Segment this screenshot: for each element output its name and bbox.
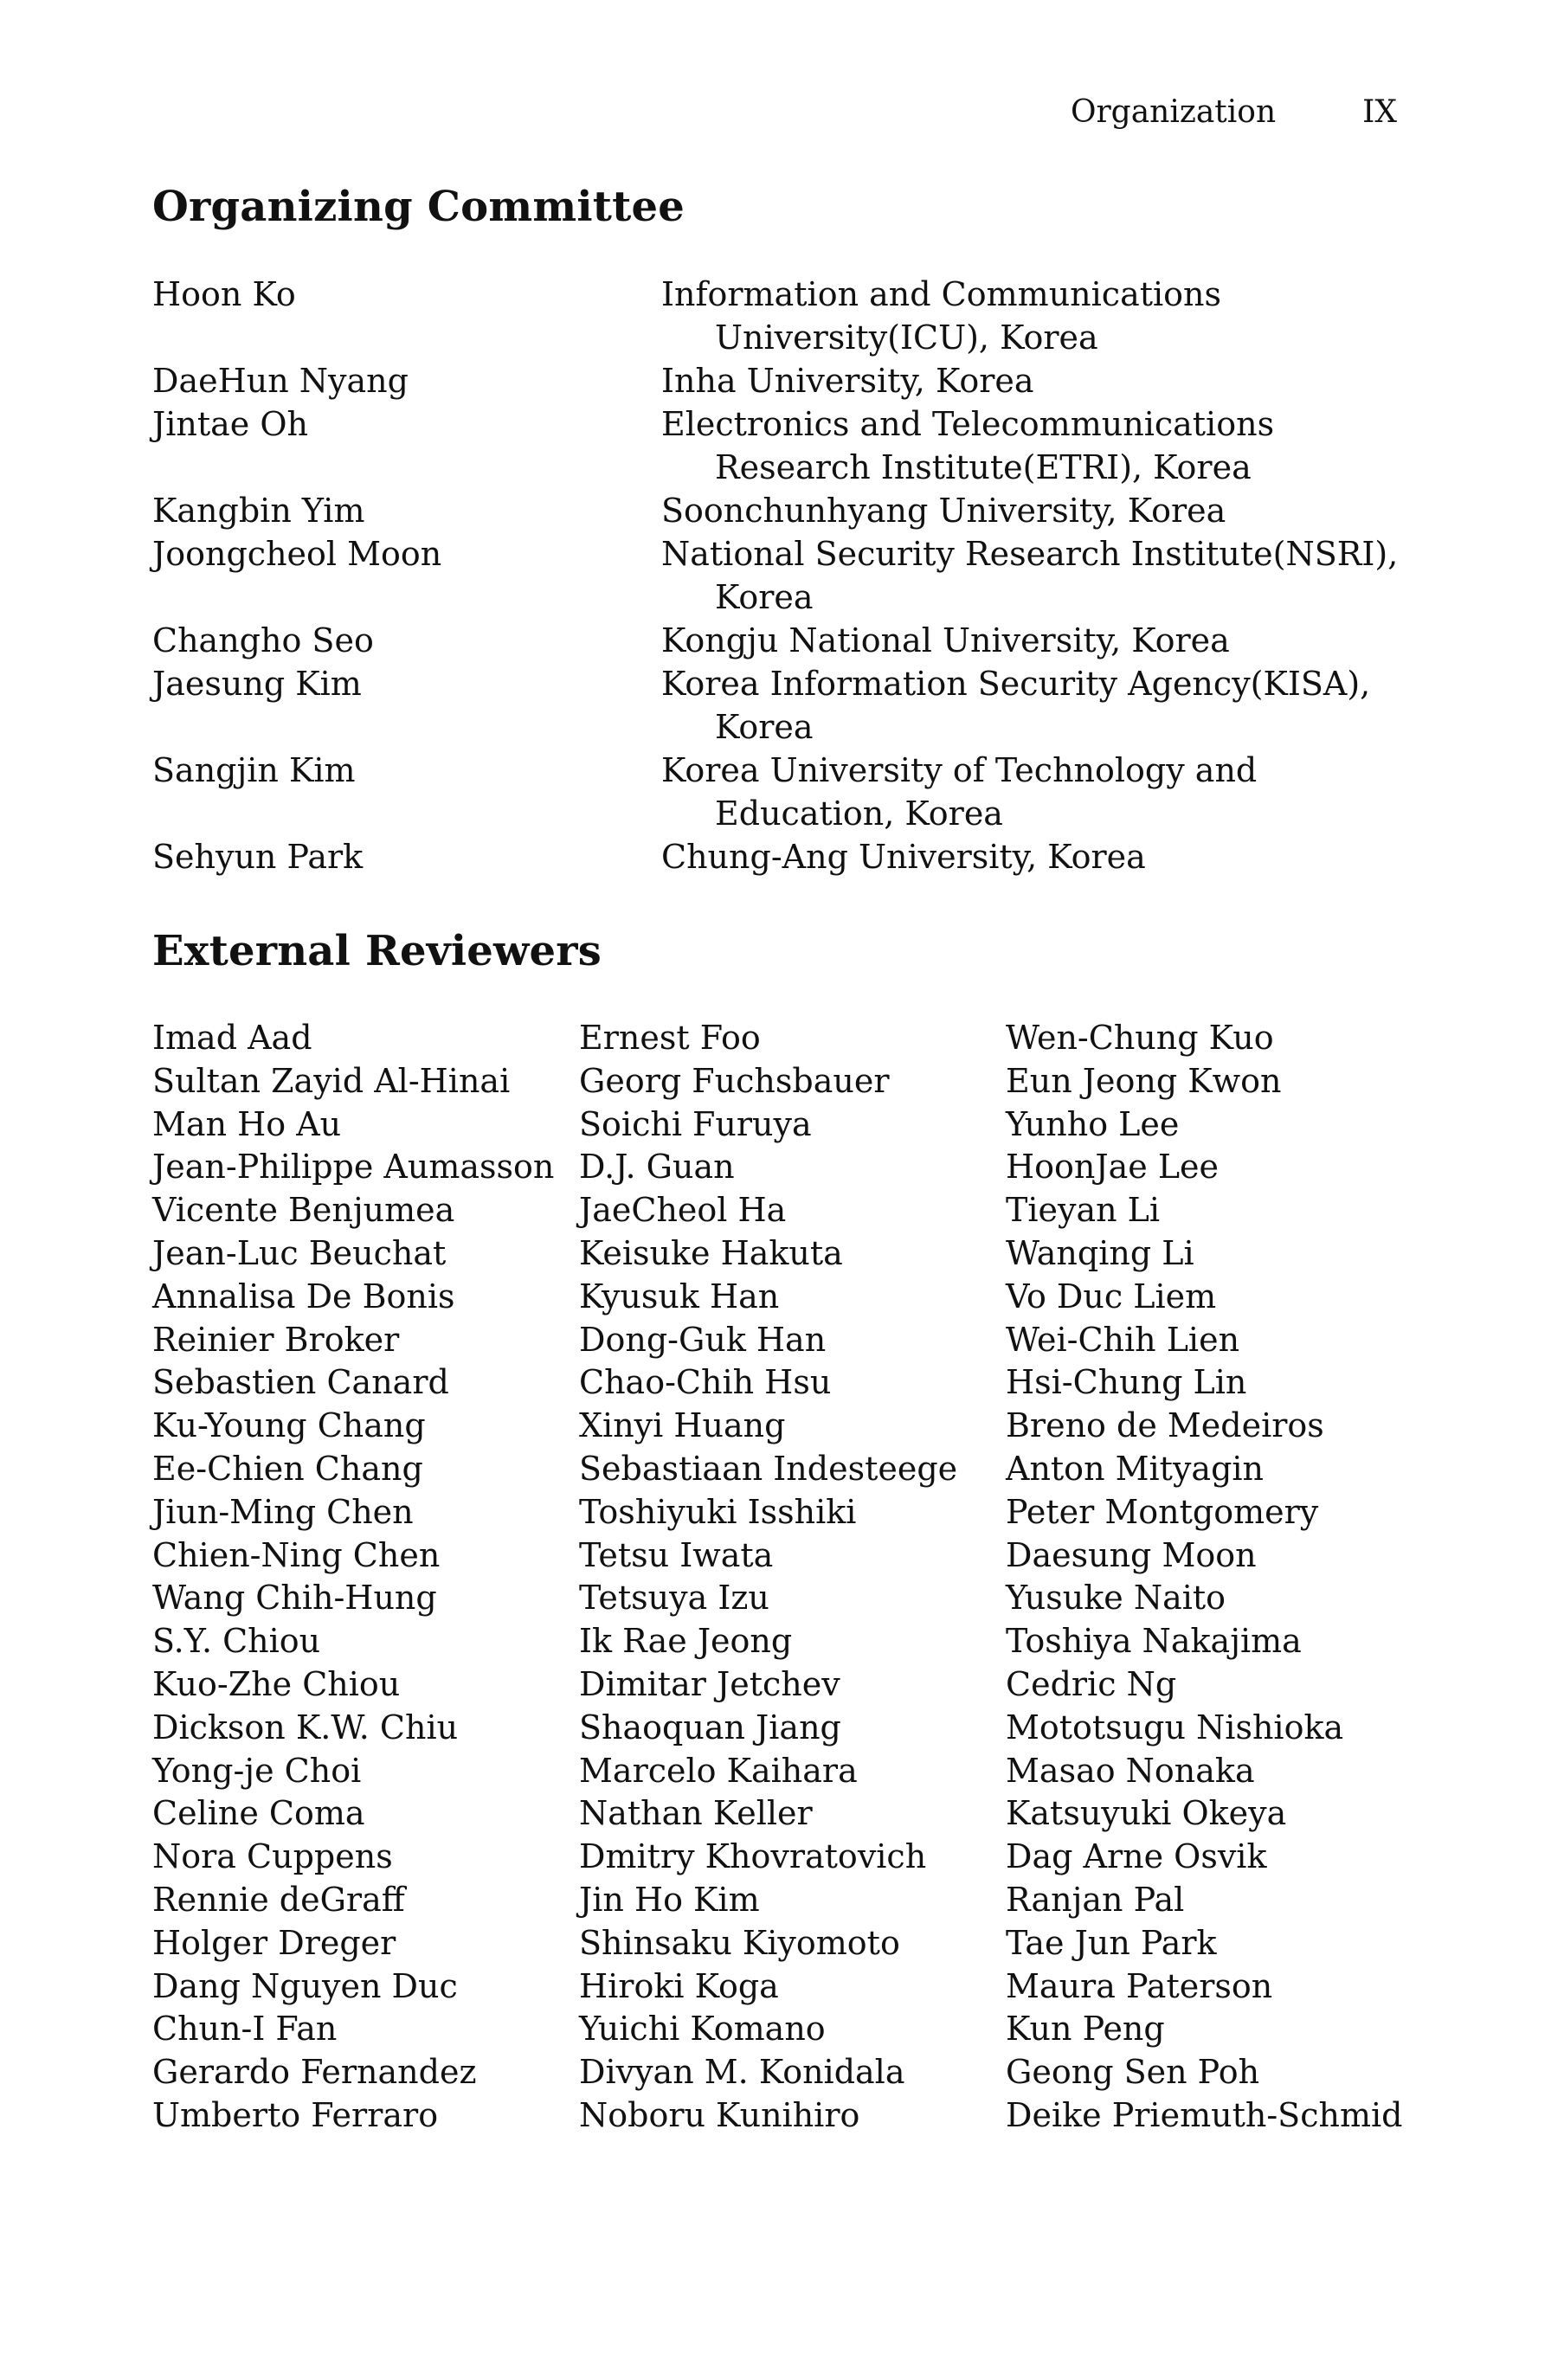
reviewer-name: Dimitar Jetchev xyxy=(579,1664,840,1703)
reviewer-name: Cedric Ng xyxy=(1006,1664,1177,1703)
member-affiliation: Electronics and Telecommunications Research Institute(ETRI), Korea xyxy=(661,405,1275,486)
reviewer-name: Yuichi Komano xyxy=(579,2010,826,2049)
committee-member xyxy=(152,619,1407,662)
reviewer-name: Gerardo Fernandez xyxy=(152,2053,477,2092)
external-reviewers-list xyxy=(152,1017,1416,2138)
reviewer-name: Ik Rae Jeong xyxy=(579,1622,793,1661)
reviewer-name: Peter Montgomery xyxy=(1006,1492,1319,1531)
reviewer-name: Geong Sen Poh xyxy=(1006,2053,1260,2092)
reviewer-name: Georg Fuchsbauer xyxy=(579,1061,890,1100)
member-affiliation: Korea University of Technology and Education, Korea xyxy=(661,751,1258,833)
reviewer-name: D.J. Guan xyxy=(579,1148,735,1187)
reviewer-name: Maura Paterson xyxy=(1006,1966,1273,2005)
reviewer-name: Chien-Ning Chen xyxy=(152,1535,441,1574)
member-affiliation: Inha University, Korea xyxy=(661,362,1034,400)
reviewer-name: Yunho Lee xyxy=(1006,1104,1180,1143)
member-name: Hoon Ko xyxy=(152,275,296,313)
reviewer-name: Chao-Chih Hsu xyxy=(579,1363,832,1402)
member-name: Joongcheol Moon xyxy=(152,535,442,573)
reviewer-name: Xinyi Huang xyxy=(579,1406,786,1445)
reviewer-name: S.Y. Chiou xyxy=(152,1622,321,1661)
reviewer-name: Wen-Chung Kuo xyxy=(1006,1019,1274,1057)
reviewer-name: Anton Mityagin xyxy=(1006,1449,1265,1488)
member-affiliation: Korea Information Security Agency(KISA), Korea xyxy=(661,665,1371,746)
reviewer-name: Annalisa De Bonis xyxy=(152,1277,455,1315)
member-affiliation: National Security Research Institute(NSRI), Korea xyxy=(661,535,1399,616)
member-affiliation: Information and Communications University(ICU), Korea xyxy=(661,275,1222,357)
committee-member xyxy=(152,749,1407,835)
reviewer-name: Celine Coma xyxy=(152,1794,365,1833)
organizing-committee-list xyxy=(152,273,1407,878)
reviewer-name: Jiun-Ming Chen xyxy=(152,1492,414,1531)
reviewer-name: Katsuyuki Okeya xyxy=(1006,1794,1287,1833)
member-name: Jaesung Kim xyxy=(152,665,362,703)
committee-member xyxy=(152,402,1407,489)
organizing-committee-heading: Organizing Committee xyxy=(152,183,685,231)
reviewer-name: Tae Jun Park xyxy=(1006,1923,1217,1962)
reviewer-name: JaeCheol Ha xyxy=(579,1191,787,1230)
committee-member xyxy=(152,489,1407,532)
reviewer-name: Vo Duc Liem xyxy=(1006,1277,1217,1315)
member-name: Changho Seo xyxy=(152,621,374,659)
reviewer-name: Vicente Benjumea xyxy=(152,1191,455,1230)
reviewer-name: Wei-Chih Lien xyxy=(1006,1320,1240,1359)
external-reviewers-heading: External Reviewers xyxy=(152,927,602,975)
reviewer-name: Umberto Ferraro xyxy=(152,2095,439,2134)
reviewer-name: Yong-je Choi xyxy=(152,1751,362,1790)
member-affiliation: Kongju National University, Korea xyxy=(661,621,1230,659)
member-affiliation: Chung-Ang University, Korea xyxy=(661,838,1146,876)
reviewer-name: Jin Ho Kim xyxy=(579,1880,760,1919)
reviewer-name: Shaoquan Jiang xyxy=(579,1708,841,1746)
reviewer-name: Soichi Furuya xyxy=(579,1104,812,1143)
member-name: Jintae Oh xyxy=(152,405,308,443)
reviewer-name: Wanqing Li xyxy=(1006,1233,1194,1272)
running-head-section: Organization xyxy=(1070,94,1277,130)
reviewer-name: Sultan Zayid Al-Hinai xyxy=(152,1061,511,1100)
reviewer-name: Holger Dreger xyxy=(152,1923,396,1962)
committee-member xyxy=(152,359,1407,402)
member-affiliation: Soonchunhyang University, Korea xyxy=(661,492,1226,530)
reviewer-name: Tieyan Li xyxy=(1006,1191,1161,1230)
reviewer-name: Sebastien Canard xyxy=(152,1363,449,1402)
reviewer-name: Dickson K.W. Chiu xyxy=(152,1708,459,1746)
reviewer-name: Kun Peng xyxy=(1006,2010,1165,2049)
reviewer-name: Eun Jeong Kwon xyxy=(1006,1061,1282,1100)
member-name: Sangjin Kim xyxy=(152,751,356,789)
reviewer-name: Mototsugu Nishioka xyxy=(1006,1708,1344,1746)
reviewer-name: Ernest Foo xyxy=(579,1019,761,1057)
reviewer-name: Nathan Keller xyxy=(579,1794,813,1833)
reviewer-name: Rennie deGraff xyxy=(152,1880,405,1919)
reviewer-name: Ranjan Pal xyxy=(1006,1880,1185,1919)
reviewer-name: Toshiya Nakajima xyxy=(1006,1622,1302,1661)
reviewer-name: Hsi-Chung Lin xyxy=(1006,1363,1247,1402)
reviewer-name: Toshiyuki Isshiki xyxy=(579,1492,857,1531)
reviewer-name: Man Ho Au xyxy=(152,1104,342,1143)
committee-member xyxy=(152,662,1407,749)
reviewer-name: Jean-Philippe Aumasson xyxy=(152,1148,555,1187)
reviewer-name: Hiroki Koga xyxy=(579,1966,779,2005)
reviewer-name: Deike Priemuth-Schmid xyxy=(1006,2095,1403,2134)
member-name: DaeHun Nyang xyxy=(152,362,409,400)
reviewer-name: Noboru Kunihiro xyxy=(579,2095,860,2134)
reviewer-name: Shinsaku Kiyomoto xyxy=(579,1923,900,1962)
reviewer-name: Reinier Broker xyxy=(152,1320,400,1359)
reviewer-name: Daesung Moon xyxy=(1006,1535,1257,1574)
reviewer-name: Tetsu Iwata xyxy=(579,1535,774,1574)
reviewer-name: Ee-Chien Chang xyxy=(152,1449,423,1488)
reviewer-name: Marcelo Kaihara xyxy=(579,1751,858,1790)
reviewer-name: Dang Nguyen Duc xyxy=(152,1966,458,2005)
reviewer-column-3 xyxy=(1006,1017,1416,2138)
reviewer-name: Keisuke Hakuta xyxy=(579,1233,843,1272)
reviewer-column-2 xyxy=(579,1017,1006,2138)
committee-member xyxy=(152,835,1407,878)
reviewer-name: HoonJae Lee xyxy=(1006,1148,1220,1187)
committee-member xyxy=(152,273,1407,359)
reviewer-name: Ku-Young Chang xyxy=(152,1406,426,1445)
reviewer-name: Breno de Medeiros xyxy=(1006,1406,1324,1445)
reviewer-name: Kuo-Zhe Chiou xyxy=(152,1664,401,1703)
page-number: IX xyxy=(1362,94,1397,130)
reviewer-name: Sebastiaan Indesteege xyxy=(579,1449,958,1488)
reviewer-name: Nora Cuppens xyxy=(152,1837,393,1876)
reviewer-name: Yusuke Naito xyxy=(1006,1579,1226,1618)
reviewer-name: Tetsuya Izu xyxy=(579,1579,769,1618)
reviewer-name: Chun-I Fan xyxy=(152,2010,338,2049)
reviewer-name: Wang Chih-Hung xyxy=(152,1579,437,1618)
running-head xyxy=(1070,94,1397,130)
reviewer-name: Jean-Luc Beuchat xyxy=(152,1233,447,1272)
reviewer-name: Imad Aad xyxy=(152,1019,312,1057)
member-name: Kangbin Yim xyxy=(152,492,365,530)
reviewer-name: Dag Arne Osvik xyxy=(1006,1837,1267,1876)
reviewer-column-1 xyxy=(152,1017,579,2138)
reviewer-name: Dong-Guk Han xyxy=(579,1320,827,1359)
reviewer-name: Dmitry Khovratovich xyxy=(579,1837,927,1876)
committee-member xyxy=(152,532,1407,619)
member-name: Sehyun Park xyxy=(152,838,364,876)
reviewer-name: Kyusuk Han xyxy=(579,1277,780,1315)
reviewer-name: Masao Nonaka xyxy=(1006,1751,1255,1790)
reviewer-name: Divyan M. Konidala xyxy=(579,2053,905,2092)
